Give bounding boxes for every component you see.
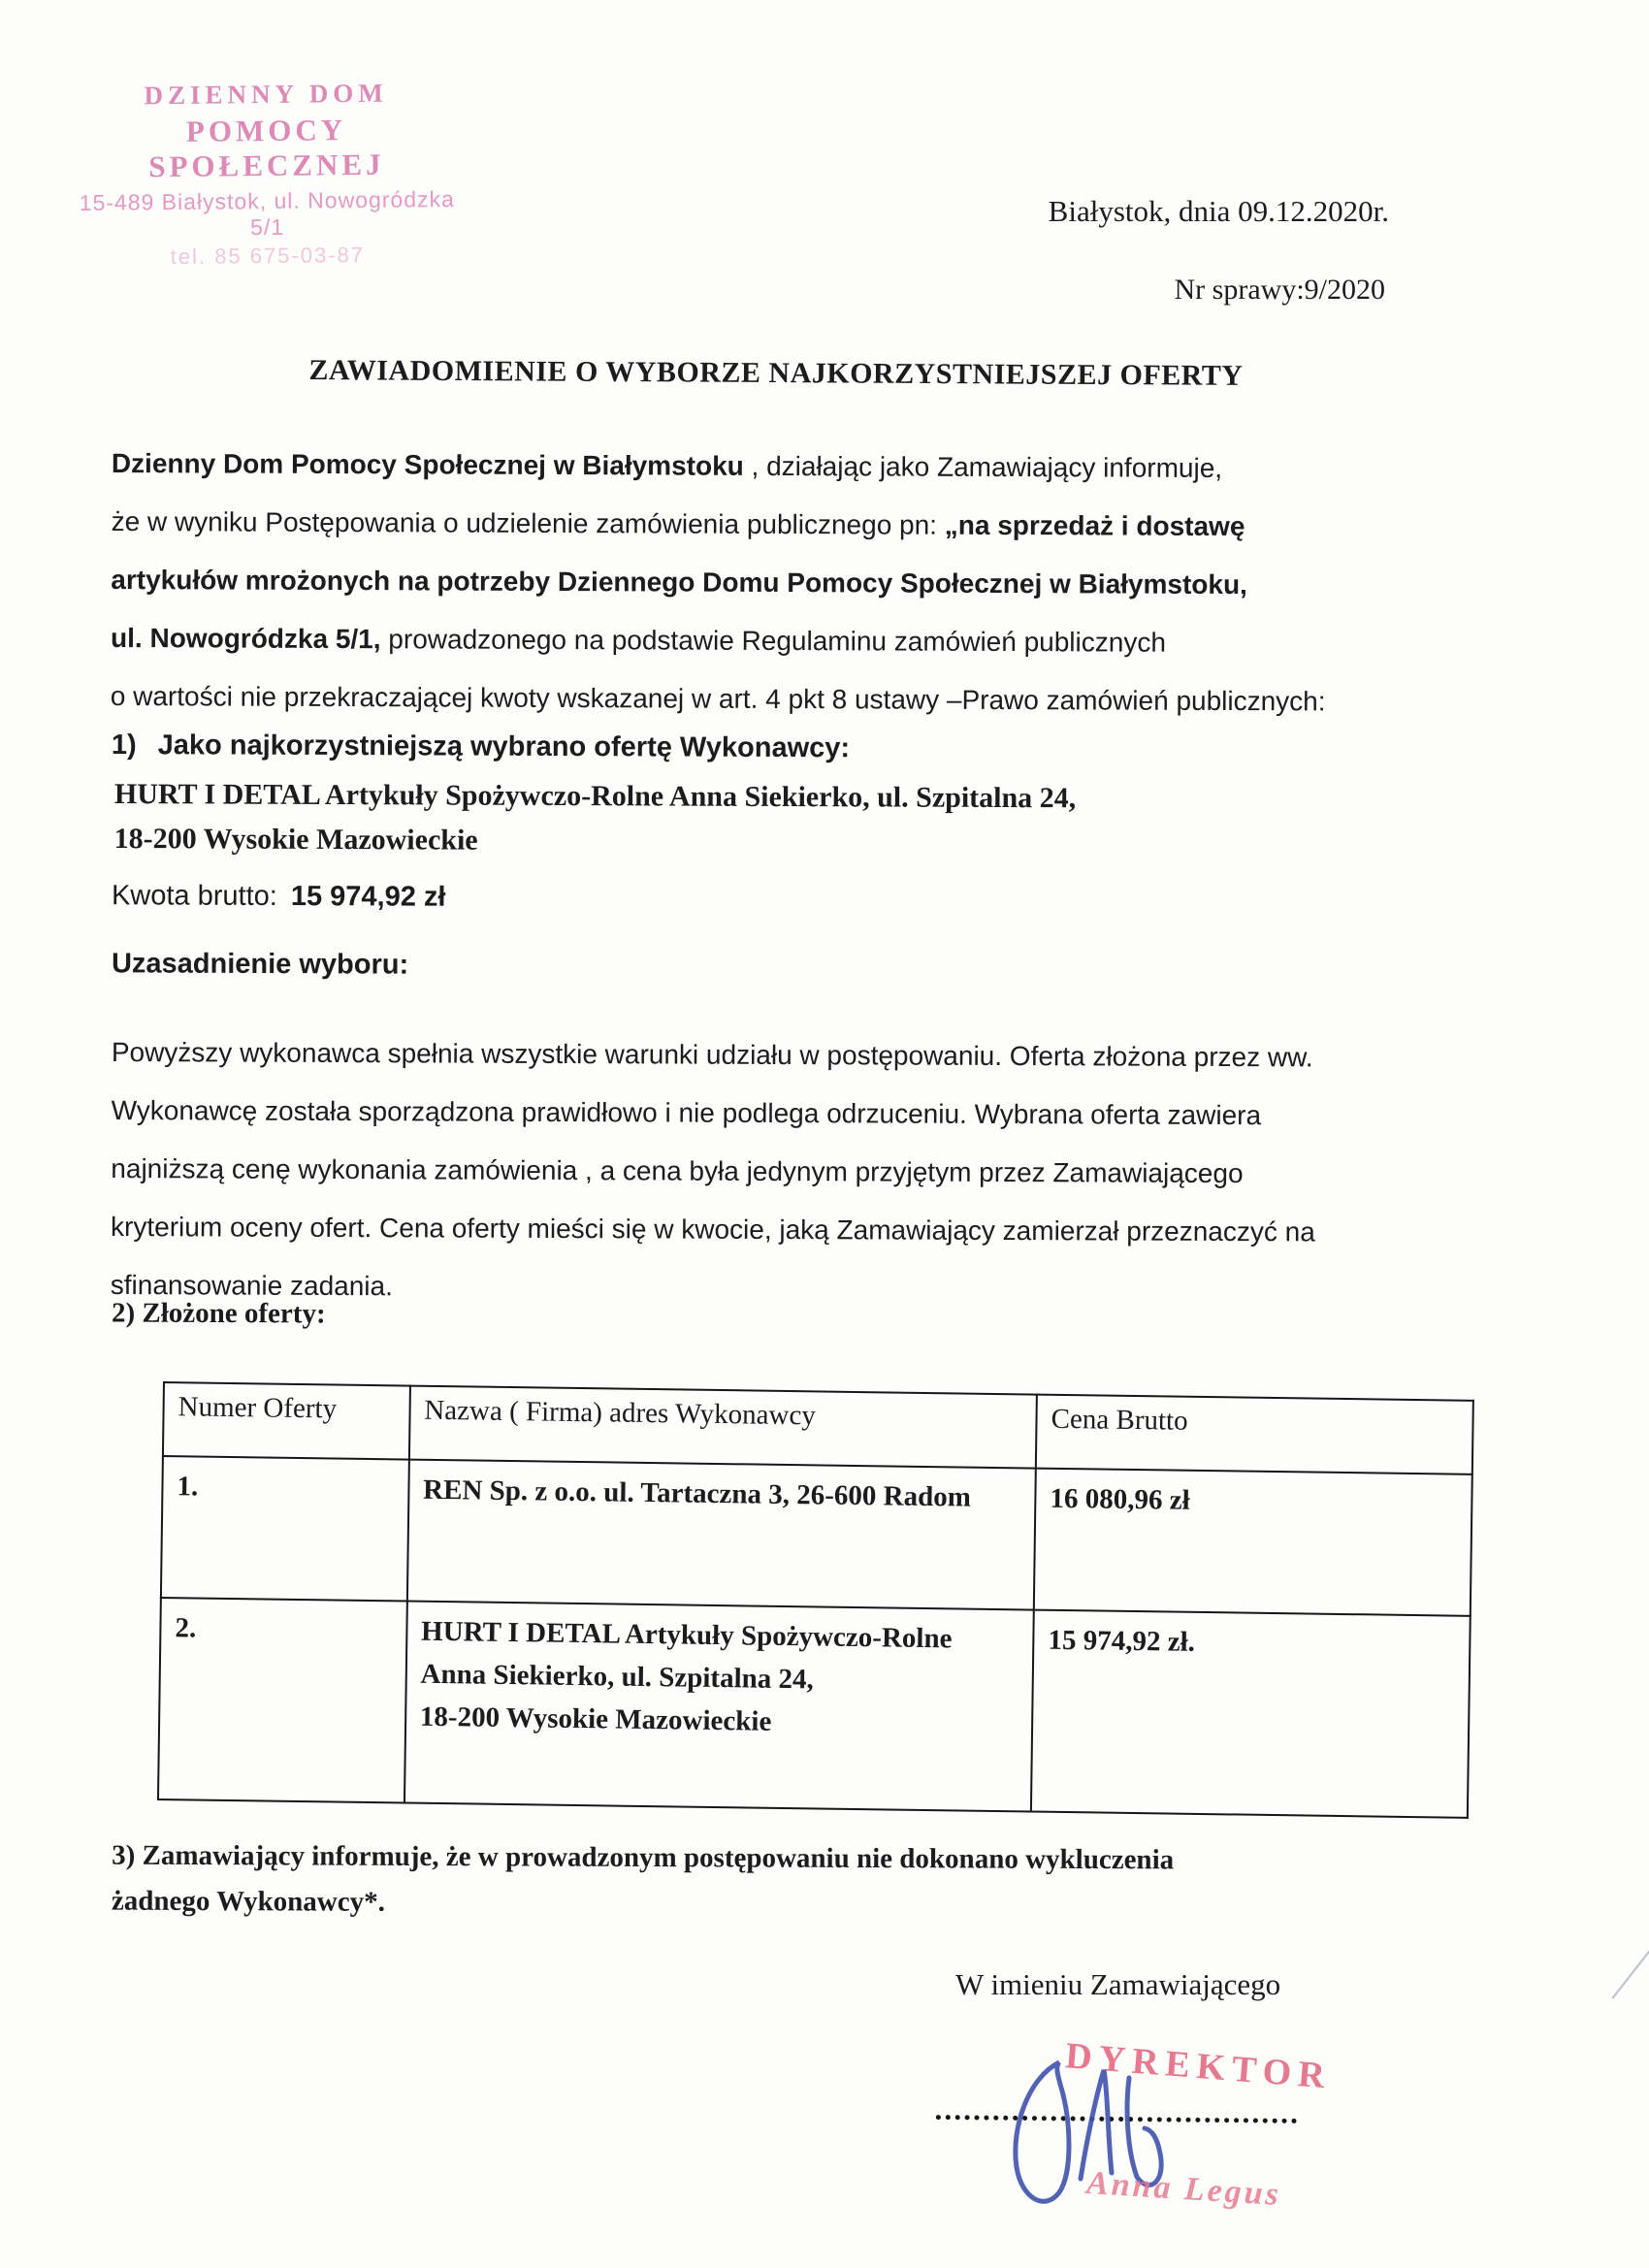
point3-line-2: żadnego Wykonawcy*. <box>111 1885 385 1918</box>
winner-line-2: 18-200 Wysokie Mazowieckie <box>113 822 478 857</box>
on-behalf-label: W imieniu Zamawiającego <box>955 1967 1281 2001</box>
intro-line-2 <box>111 493 1488 557</box>
offers-table <box>157 1381 1474 1819</box>
intro-line-5-text: o wartości nie przekraczającej kwoty wskazanej w art. 4 pkt 8 ustawy –Prawo zamówień publicznych: <box>110 680 1326 717</box>
intro-line-2-rest: że w wyniku Postępowania o udzielenie zamówienia publicznego pn: <box>111 505 945 540</box>
margin-pen-mark <box>1611 1941 1649 1999</box>
director-title-stamp: DYREKTOR <box>1063 2035 1334 2097</box>
intro-paragraph <box>111 435 1489 731</box>
justification-line-3: najniższą cenę wykonania zamówienia , a cena była jedynym przyjętym przez Zamawiającego <box>111 1152 1244 1189</box>
offer-1-company: REN Sp. z o.o. ul. Tartaczna 3, 26-600 Radom <box>407 1460 1036 1610</box>
intro-line-1 <box>112 435 1489 499</box>
org-stamp-phone: tel. 85 675-03-87 <box>170 242 366 270</box>
table-row-offer-1 <box>161 1456 1472 1616</box>
offer-2-number: 2. <box>158 1598 407 1803</box>
point3-paragraph <box>112 1833 1174 1929</box>
offer-2-company-line-2: Anna Siekierko, ul. Szpitalna 24, <box>420 1658 814 1696</box>
org-stamp-name-line1: DZIENNY DOM <box>144 78 388 111</box>
point3-line-1: 3) Zamawiający informuje, że w prowadzonym postępowaniu nie dokonano wykluczenia <box>112 1839 1175 1876</box>
justification-line-4: kryterium oceny ofert. Cena oferty mieści się w kwocie, jaką Zamawiający zamierzał przeznaczyć na <box>111 1211 1315 1247</box>
document-title: ZAWIADOMIENIE O WYBORZE NAJKORZYSTNIEJSZEJ OFERTY <box>308 354 1244 392</box>
intro-line-1-rest: , działając jako Zamawiający informuje, <box>743 450 1223 483</box>
intro-line-3-bold: artykułów mrożonych na potrzeby Dziennego Domu Pomocy Społecznej w Białymstoku, <box>111 564 1247 600</box>
table-row-offer-2 <box>158 1598 1471 1818</box>
org-stamp-address: 15-489 Białystok, ul. Nowogródzka 5/1 <box>79 185 455 241</box>
offer-2-price: 15 974,92 zł. <box>1031 1610 1471 1818</box>
intro-line-2-bold: „na sprzedaż i dostawę <box>944 509 1245 542</box>
justification-heading: Uzasadnienie wyboru: <box>111 948 409 981</box>
justification-line-1: Powyższy wykonawca spełnia wszystkie warunki udziału w postępowaniu. Oferta złożona przez ww. <box>111 1036 1313 1073</box>
point1-text: Jako najkorzystniejszą wybrano ofertę Wykonawcy: <box>157 729 851 764</box>
offer-2-company-line-3: 18-200 Wysokie Mazowieckie <box>419 1701 772 1737</box>
header-gross-price: Cena Brutto <box>1036 1395 1473 1474</box>
offer-1-price: 16 080,96 zł <box>1034 1469 1472 1616</box>
gross-amount-value: 15 974,92 zł <box>290 881 446 913</box>
justification-line-5: sfinansowanie zadania. <box>110 1269 393 1302</box>
organization-stamp <box>67 78 467 271</box>
gross-amount <box>112 880 446 914</box>
intro-line-4 <box>111 609 1488 673</box>
offer-2-company-line-1: HURT I DETAL Artykuły Spożywczo-Rolne <box>420 1615 953 1655</box>
gross-amount-label: Kwota brutto: <box>111 880 277 912</box>
org-stamp-name-line2: POMOCY SPOŁECZNEJ <box>148 113 385 184</box>
intro-line-4-rest: prowadzonego na podstawie Regulaminu zamówień publicznych <box>380 624 1167 658</box>
point1-heading <box>112 716 850 777</box>
intro-line-4-bold: ul. Nowogródzka 5/1, <box>111 622 381 655</box>
header-company-name: Nazwa ( Firma) adres Wykonawcy <box>409 1386 1037 1469</box>
director-name-stamp: Anna Legus <box>1085 2164 1282 2214</box>
header-offer-number: Numer Oferty <box>163 1382 410 1460</box>
case-number: Nr sprawy:9/2020 <box>1174 274 1385 306</box>
justification-paragraph <box>111 1023 1518 1320</box>
point1-number: 1) <box>111 729 137 761</box>
place-date-line: Białystok, dnia 09.12.2020r. <box>1048 194 1389 228</box>
point2-heading: 2) Złożone oferty: <box>111 1297 326 1330</box>
winner-details <box>114 772 1077 865</box>
intro-line-1-bold: Dzienny Dom Pomocy Społecznej w Białymstoku <box>111 447 744 481</box>
offer-1-number: 1. <box>161 1456 409 1602</box>
justification-line-2: Wykonawcę została sporządzona prawidłowo i nie podlega odrzuceniu. Wybrana oferta zawiera <box>111 1094 1262 1131</box>
intro-line-3 <box>111 551 1488 615</box>
offer-2-company <box>404 1602 1034 1812</box>
winner-line-1: HURT I DETAL Artykuły Spożywczo-Rolne Anna Siekierko, ul. Szpitalna 24, <box>113 777 1077 815</box>
